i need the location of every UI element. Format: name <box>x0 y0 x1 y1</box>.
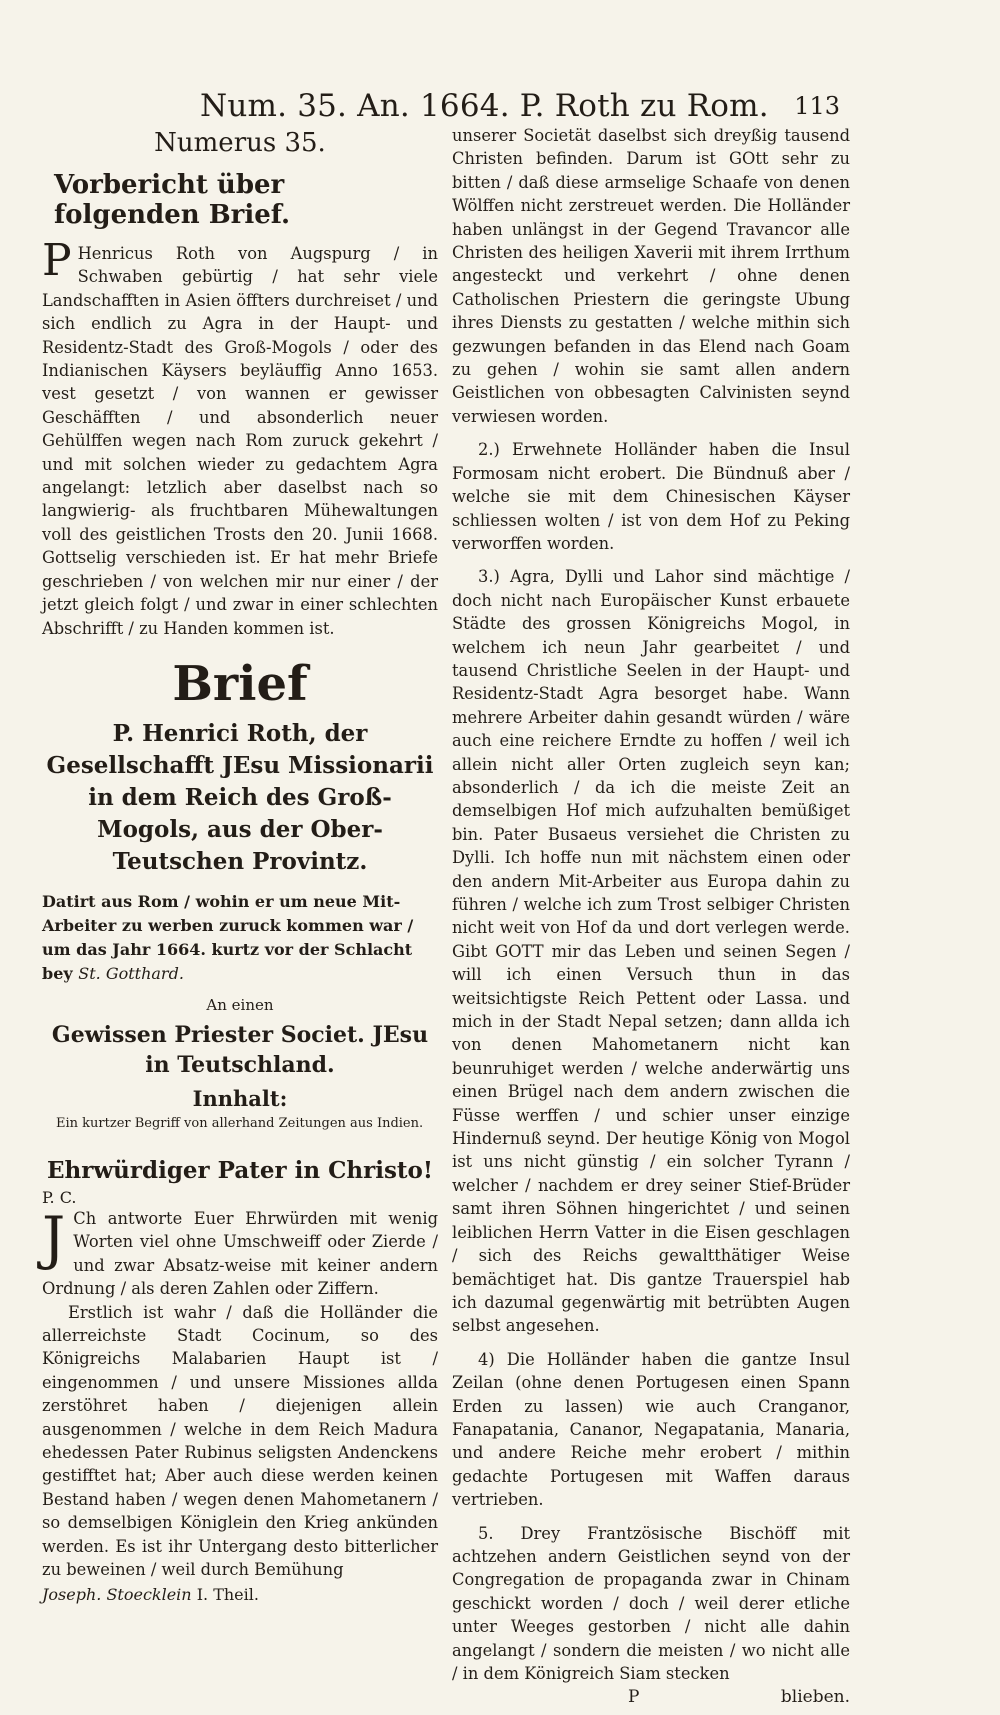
footer-part: I. Theil. <box>196 1585 259 1605</box>
intro-paragraph <box>42 235 438 640</box>
an-einen: An einen <box>206 995 274 1014</box>
item-4: 4) Die Holländer haben die gantze Insul Zeilan (ohne denen Portugesen einen Spann Erden zu lassen) wie auch Cranganor, Fanapatania, Cananor, Negapatania, Manaria, und andere Reiche mehr erobert / mithin gedachte Portugesen mit Waffen daraus vertrieben. <box>452 1349 850 1510</box>
datirt-place: St. Gotthard. <box>78 963 184 983</box>
letter-opening <box>42 1203 438 1301</box>
footer-author: Joseph. Stoecklein <box>42 1585 192 1605</box>
datirt-line <box>42 890 438 986</box>
salutation: Ehrwürdiger Pater in Christo! <box>47 1156 433 1184</box>
item-5: 5. Drey Frantzösische Bischöff mit achtzehen andern Geistlichen seynd von der Congregation de propaganda zwar in Chinam geschickt worden / doch / weil derer etliche unter Weeges gestorben / nicht alle dahin angelangt / sondern die meisten / wo nicht alle / in dem Königreich Siam stecken <box>452 1523 850 1683</box>
pc-abbrev: P. C. <box>42 1187 77 1207</box>
innhalt-text: Ein kurtzer Begriff von allerhand Zeitungen aus Indien. <box>56 1115 424 1131</box>
recipient-heading: Gewissen Priester Societ. JEsu in Teutschland. <box>51 1021 429 1078</box>
page-header <box>190 86 950 126</box>
brief-subtitle: P. Henrici Roth, der Gesellschafft JEsu Missionarii in dem Reich des Groß-Mogols, aus der Ober-Teutschen Provintz. <box>46 719 434 875</box>
intro-text: Henricus Roth von Augspurg / in Schwaben gebürtig / hat sehr viele Landschafften in Asien öffters durchreiset / und sich endlich zu Agra in der Haupt- und Residentz-Stadt des Groß-Mogols / oder des Indianischen Käysers beyläuffig Anno 1653. vest gesetzt / von wannen er gewisser Geschäfften / und absonderlich neuer Gehülffen wegen nach Rom zuruck gekehrt / und mit solchen wieder zu gedachtem Agra angelangt: letzlich aber daselbst nach so langwierig- als fruchtbaren Mühewaltungen voll des geistlichen Trosts den 20. Junii 1668. Gottselig verschieden ist. Er hat mehr Briefe geschrieben / von welchen mir nur einer / der jetzt gleich folgt / und zwar in einer schlechten Abschrifft / zu Handen kommen ist. <box>42 244 438 638</box>
right-column <box>452 124 850 1715</box>
innhalt-heading: Innhalt: <box>192 1085 288 1111</box>
signature-mark: P <box>628 1687 640 1708</box>
numerus-heading: Numerus 35. <box>154 128 326 158</box>
datirt-text: Datirt aus Rom / wohin er um neue Mit-Arbeiter zu werben zuruck kommen war / um das Jahr 1664. kurtz vor der Schlacht bey <box>42 891 414 983</box>
left-column <box>42 124 438 1604</box>
signature-line <box>452 1687 850 1715</box>
drop-initial-p: P <box>42 235 72 286</box>
erstlich-paragraph: Erstlich ist wahr / daß die Holländer die allerreichste Stadt Cocinum, so des Königreichs Malabarien Haupt ist / eingenommen / und unsere Missiones allda zerstöhret haben / diejenigen allein ausgenommen / welche in dem Reich Madura ehedessen Pater Rubinus seligsten Andenckens gestifftet hat; Aber auch diese werden keinen Bestand haben / wegen denen Mahometanern / so demselbigen Königlein den Krieg ankünden werden. Es ist ihr Untergang desto bitterlicher zu beweinen / weil durch Bemühung <box>42 1302 438 1579</box>
vorbericht-heading: Vorbericht über folgenden Brief. <box>54 170 291 230</box>
item-3: 3.) Agra, Dylli und Lahor sind mächtige / doch nicht nach Europäischer Kunst erbauete Städte des grossen Königreichs Mogol, in welchem ich neun Jahr gearbeitet / und tausend Christliche Seelen in der Haupt- und Residentz-Stadt Agra besorget habe. Wann mehrere Arbeiter dahin gesandt würden / wäre auch eine reichere Erndte zu hoffen / weil ich allein nicht aller Orten zugleich seyn kan; absonderlich / da ich die meiste Zeit an demselbigen Hof mich aufzuhalten bemüßiget bin. Pater Busaeus versiehet die Christen zu Dylli. Ich hoffe nun mit nächstem einen oder den andern Mit-Arbeiter aus Europa dahin zu führen / welche ich zum Trost selbiger Christen nicht weit von Hof da und dort verlegen werde. Gibt GOTT mir das Leben und seinen Segen / will ich einen Versuch thun in das weitsichtigste Reich Pettent oder Lassa. und mich in der Stadt Nepal setzen; dann allda ich von denen Mahometanern nicht kan beunruhiget werden / welche anderwärtig uns einen Brügel nach dem andern zwischen die Füsse werffen / und schier unser einzige Hindernuß seynd. Der heutige König von Mogol ist uns nicht günstig / ein solcher Tyrann / welcher / nachdem er drey seiner Stief-Brüder samt ihren Söhnen hingerichtet / und seinen leiblichen Herrn Vatter in die Eisen geschlagen / sich des Reichs gewaltthätiger Weise bemächtiget hat. Dis gantze Trauerspiel hab ich dazumal gegenwärtig mit betrübten Augen selbst angesehen. <box>452 567 850 1336</box>
footer-signature <box>42 1585 438 1604</box>
running-title: Num. 35. An. 1664. P. Roth zu Rom. <box>200 88 769 124</box>
page-number: 113 <box>794 92 840 120</box>
brief-title: Brief <box>172 655 308 712</box>
drop-initial-i: J <box>42 1203 66 1272</box>
catchword: blieben. <box>780 1687 850 1708</box>
letter-open-text: Ch antworte Euer Ehrwürden mit wenig Worten viel ohne Umschweiff oder Zierde / und zwar Absatz-weise mit keiner andern Ordnung / als deren Zahlen oder Ziffern. <box>42 1208 438 1299</box>
continuation-paragraph: unserer Societät daselbst sich dreyßig tausend Christen befinden. Darum ist GOtt sehr zu bitten / daß diese armselige Schaafe von denen Wölffen nicht zerstreuet werden. Die Holländer haben unlängst in der Gegend Travancor alle Christen des heiligen Xaverii mit ihrem Irrthum angesteckt und verkehrt / ohne denen Catholischen Priestern die geringste Ubung ihres Diensts zu gestatten / welche mithin sich gezwungen befanden in das Elend nach Goam zu gehen / wohin sie samt allen andern Geistlichen von obbesagten Calvinisten seynd verwiesen worden. <box>452 126 850 426</box>
item-2: 2.) Erwehnete Holländer haben die Insul Formosam nicht erobert. Die Bündnuß aber / welche sie mit dem Chinesischen Käyser schliessen wolten / ist von dem Hof zu Peking verworffen worden. <box>452 440 850 553</box>
